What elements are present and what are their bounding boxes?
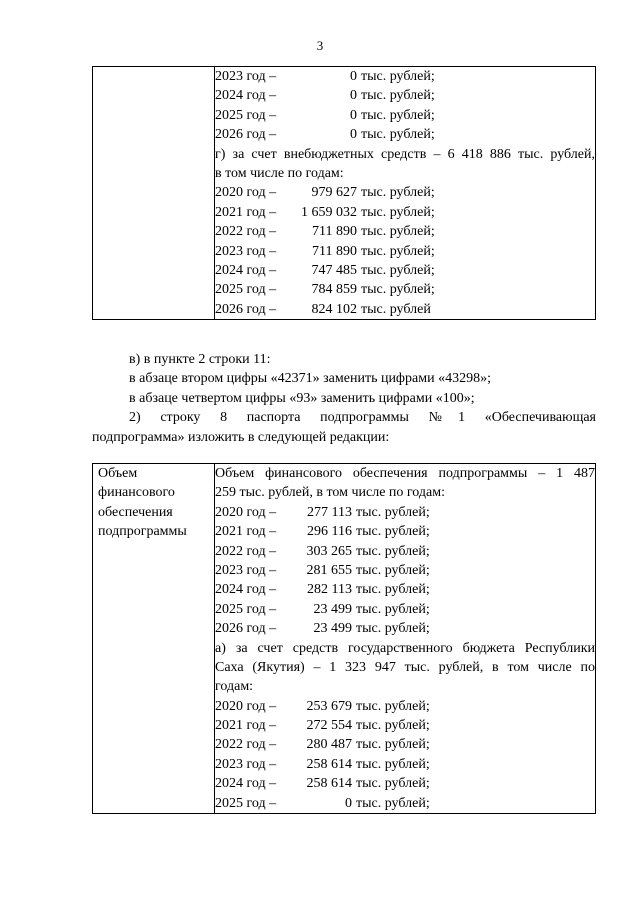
year-row bbox=[215, 580, 595, 599]
year-row bbox=[215, 242, 595, 261]
amount-value: 272 554 bbox=[306, 718, 352, 734]
amount-value: 711 890 bbox=[312, 243, 357, 259]
unit-label: тыс. рублей; bbox=[356, 582, 430, 598]
year-row bbox=[215, 619, 595, 638]
amount-value: 258 614 bbox=[306, 776, 352, 792]
year-label: 2024 год – bbox=[215, 582, 277, 598]
year-row bbox=[215, 86, 595, 105]
unit-label: тыс. рублей; bbox=[361, 262, 435, 278]
section-a-line: а) за счет средств государственного бюджета Республики bbox=[215, 640, 595, 656]
unit-label: тыс. рублей; bbox=[356, 524, 430, 540]
amount-value: 0 bbox=[345, 795, 352, 811]
unit-label: тыс. рублей bbox=[361, 301, 431, 317]
unit-label: тыс. рублей; bbox=[356, 718, 430, 734]
year-label: 2026 год – bbox=[215, 301, 277, 317]
year-row bbox=[215, 106, 595, 125]
amount-value: 23 499 bbox=[313, 601, 352, 617]
passport-table-subprogram bbox=[92, 463, 596, 814]
year-row bbox=[215, 735, 595, 754]
year-label: 2020 год – bbox=[215, 185, 277, 201]
year-label: 2025 год – bbox=[215, 601, 277, 617]
value-cell bbox=[215, 464, 596, 814]
paragraph: в) в пункте 2 строки 11: bbox=[129, 352, 271, 367]
unit-label: тыс. рублей; bbox=[361, 69, 435, 84]
year-label: 2025 год – bbox=[215, 795, 277, 811]
year-row bbox=[215, 716, 595, 735]
unit-label: тыс. рублей; bbox=[361, 127, 435, 143]
year-label: 2024 год – bbox=[215, 776, 277, 792]
unit-label: тыс. рублей; bbox=[361, 185, 435, 201]
label-cell-empty bbox=[93, 67, 215, 320]
amendment-paragraphs bbox=[92, 350, 596, 447]
year-row bbox=[215, 561, 595, 580]
amount-value: 303 265 bbox=[306, 543, 352, 559]
year-row bbox=[215, 755, 595, 774]
intro-line: Объем финансового обеспечения подпрограммы – 1 487 bbox=[215, 466, 595, 481]
year-rows bbox=[215, 503, 595, 639]
unit-label: тыс. рублей; bbox=[356, 601, 430, 617]
year-row bbox=[215, 222, 595, 241]
unit-label: тыс. рублей; bbox=[356, 621, 430, 637]
year-label: 2026 год – bbox=[215, 621, 277, 637]
year-row bbox=[215, 600, 595, 619]
year-label: 2022 год – bbox=[215, 224, 277, 240]
paragraph: подпрограмма» изложить в следующей редакции: bbox=[92, 429, 390, 445]
year-label: 2021 год – bbox=[215, 524, 277, 540]
amount-value: 1 659 032 bbox=[301, 204, 357, 220]
unit-label: тыс. рублей; bbox=[361, 88, 435, 104]
year-label: 2023 год – bbox=[215, 69, 277, 84]
label-line: финансового bbox=[98, 485, 175, 501]
label-line: подпрограммы bbox=[98, 524, 187, 540]
amount-value: 979 627 bbox=[311, 185, 357, 201]
amount-value: 281 655 bbox=[306, 562, 352, 578]
year-label: 2021 год – bbox=[215, 718, 277, 734]
label-line: обеспечения bbox=[98, 504, 173, 520]
year-row bbox=[215, 125, 595, 144]
year-label: 2023 год – bbox=[215, 756, 277, 772]
amount-value: 747 485 bbox=[311, 262, 357, 278]
year-label: 2022 год – bbox=[215, 543, 277, 559]
unit-label: тыс. рублей; bbox=[356, 698, 430, 714]
amount-value: 258 614 bbox=[306, 756, 352, 772]
unit-label: тыс. рублей; bbox=[356, 543, 430, 559]
year-row bbox=[215, 280, 595, 299]
amount-value: 23 499 bbox=[313, 621, 352, 637]
year-row bbox=[215, 261, 595, 280]
unit-label: тыс. рублей; bbox=[361, 243, 435, 259]
year-label: 2020 год – bbox=[215, 504, 277, 520]
label-cell bbox=[93, 464, 215, 814]
year-row bbox=[215, 794, 595, 813]
paragraph: 2) строку 8 паспорта подпрограммы №1 «Обеспечивающая bbox=[129, 410, 596, 426]
table-row bbox=[93, 67, 596, 320]
amount-value: 711 890 bbox=[312, 224, 357, 240]
amount-value: 0 bbox=[350, 69, 357, 84]
year-rows bbox=[215, 183, 595, 319]
unit-label: тыс. рублей; bbox=[356, 756, 430, 772]
unit-label: тыс. рублей; bbox=[361, 204, 435, 220]
unit-label: тыс. рублей; bbox=[356, 737, 430, 753]
year-row bbox=[215, 183, 595, 202]
section-g-line: г) за счет внебюджетных средств – 6 418 886 тыс. рублей, bbox=[215, 146, 595, 162]
year-label: 2024 год – bbox=[215, 262, 277, 278]
year-label: 2025 год – bbox=[215, 282, 277, 298]
unit-label: тыс. рублей; bbox=[356, 776, 430, 792]
unit-label: тыс. рублей; bbox=[356, 795, 430, 811]
year-row bbox=[215, 774, 595, 793]
unit-label: тыс. рублей; bbox=[361, 224, 435, 240]
unit-label: тыс. рублей; bbox=[356, 562, 430, 578]
year-row bbox=[215, 67, 595, 86]
amount-value: 824 102 bbox=[311, 301, 357, 317]
year-row bbox=[215, 503, 595, 522]
section-a-line: Саха (Якутия) – 1 323 947 тыс. рублей, в том числе по bbox=[215, 659, 595, 675]
section-a-line: годам: bbox=[215, 679, 254, 695]
unit-label: тыс. рублей; bbox=[356, 504, 430, 520]
year-row bbox=[215, 697, 595, 716]
amount-value: 0 bbox=[350, 88, 357, 104]
year-label: 2025 год – bbox=[215, 107, 277, 123]
year-label: 2024 год – bbox=[215, 88, 277, 104]
year-row bbox=[215, 542, 595, 561]
year-label: 2022 год – bbox=[215, 737, 277, 753]
intro-line: 259 тыс. рублей, в том числе по годам: bbox=[215, 485, 445, 501]
passport-table-continued bbox=[92, 66, 596, 320]
year-label: 2026 год – bbox=[215, 127, 277, 143]
year-row bbox=[215, 300, 595, 319]
year-row bbox=[215, 522, 595, 541]
unit-label: тыс. рублей; bbox=[361, 282, 435, 298]
amount-value: 784 859 bbox=[311, 282, 357, 298]
year-rows bbox=[215, 697, 595, 813]
amount-value: 253 679 bbox=[306, 698, 352, 714]
year-label: 2023 год – bbox=[215, 562, 277, 578]
year-rows bbox=[215, 67, 595, 145]
amount-value: 282 113 bbox=[307, 582, 352, 598]
unit-label: тыс. рублей; bbox=[361, 107, 435, 123]
amount-value: 277 113 bbox=[307, 504, 352, 520]
value-cell bbox=[215, 67, 596, 320]
page-number: 3 bbox=[316, 38, 324, 53]
section-g-line: в том числе по годам: bbox=[215, 165, 344, 181]
label-line: Объем bbox=[98, 466, 138, 481]
table-row bbox=[93, 464, 596, 814]
year-row bbox=[215, 203, 595, 222]
amount-value: 0 bbox=[350, 107, 357, 123]
paragraph: в абзаце втором цифры «42371» заменить цифрами «43298»; bbox=[129, 371, 491, 387]
year-label: 2023 год – bbox=[215, 243, 277, 259]
amount-value: 0 bbox=[350, 127, 357, 143]
year-label: 2020 год – bbox=[215, 698, 277, 714]
paragraph: в абзаце четвертом цифры «93» заменить цифрами «100»; bbox=[129, 390, 475, 406]
amount-value: 280 487 bbox=[306, 737, 352, 753]
year-label: 2021 год – bbox=[215, 204, 277, 220]
amount-value: 296 116 bbox=[307, 524, 352, 540]
